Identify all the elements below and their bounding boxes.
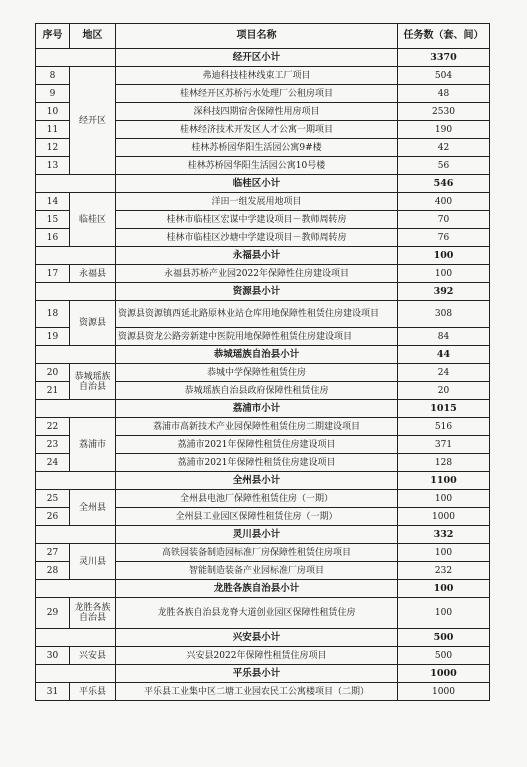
project-name-cell: 桂林市临桂区宏谋中学建设项目－教师周转房 bbox=[116, 211, 398, 229]
region-cell: 临桂区 bbox=[70, 193, 116, 247]
table-row bbox=[36, 418, 490, 436]
table-row bbox=[36, 598, 490, 629]
subtotal-label: 经开区小计 bbox=[116, 49, 398, 67]
header-region: 地区 bbox=[70, 24, 116, 49]
task-count-cell: 76 bbox=[398, 229, 490, 247]
subtotal-value: 100 bbox=[398, 247, 490, 265]
project-name-cell: 资源县资源镇西延北路原林业站仓库用地保障性租赁住房建设项目 bbox=[116, 301, 398, 328]
subtotal-label: 龙胜各族自治县小计 bbox=[116, 580, 398, 598]
project-name-cell: 洋田一组发展用地项目 bbox=[116, 193, 398, 211]
subtotal-row bbox=[36, 247, 490, 265]
subtotal-value: 1100 bbox=[398, 472, 490, 490]
project-name-cell: 荔浦市2021年保障性租赁住房建设项目 bbox=[116, 454, 398, 472]
seq-cell: 22 bbox=[36, 418, 70, 436]
table-header-row bbox=[36, 24, 490, 49]
project-name-cell: 弗迪科技桂林线束工厂项目 bbox=[116, 67, 398, 85]
subtotal-label: 兴安县小计 bbox=[116, 629, 398, 647]
subtotal-blank-cell bbox=[36, 49, 116, 67]
subtotal-label: 灵川县小计 bbox=[116, 526, 398, 544]
seq-cell: 10 bbox=[36, 103, 70, 121]
subtotal-row bbox=[36, 283, 490, 301]
task-count-cell: 100 bbox=[398, 265, 490, 283]
subtotal-row bbox=[36, 629, 490, 647]
subtotal-value: 500 bbox=[398, 629, 490, 647]
project-name-cell: 荔浦市2021年保障性租赁住房建设项目 bbox=[116, 436, 398, 454]
task-count-cell: 2530 bbox=[398, 103, 490, 121]
subtotal-value: 546 bbox=[398, 175, 490, 193]
seq-cell: 14 bbox=[36, 193, 70, 211]
task-count-cell: 308 bbox=[398, 301, 490, 328]
subtotal-row bbox=[36, 400, 490, 418]
task-count-cell: 500 bbox=[398, 647, 490, 665]
subtotal-blank-cell bbox=[36, 175, 116, 193]
task-count-cell: 84 bbox=[398, 328, 490, 346]
subtotal-value: 44 bbox=[398, 346, 490, 364]
subtotal-value: 332 bbox=[398, 526, 490, 544]
subtotal-blank-cell bbox=[36, 472, 116, 490]
subtotal-row bbox=[36, 175, 490, 193]
task-count-cell: 100 bbox=[398, 598, 490, 629]
project-name-cell: 高铁园装备制造园标准厂房保障性租赁住房项目 bbox=[116, 544, 398, 562]
task-count-cell: 56 bbox=[398, 157, 490, 175]
task-count-cell: 100 bbox=[398, 490, 490, 508]
seq-cell: 26 bbox=[36, 508, 70, 526]
subtotal-row bbox=[36, 49, 490, 67]
table-row bbox=[36, 265, 490, 283]
table-row bbox=[36, 301, 490, 328]
table-row bbox=[36, 544, 490, 562]
seq-cell: 13 bbox=[36, 157, 70, 175]
seq-cell: 24 bbox=[36, 454, 70, 472]
task-count-cell: 400 bbox=[398, 193, 490, 211]
task-count-cell: 1000 bbox=[398, 683, 490, 701]
subtotal-row bbox=[36, 526, 490, 544]
table-row bbox=[36, 364, 490, 382]
project-name-cell: 桂林经济技术开发区人才公寓一期项目 bbox=[116, 121, 398, 139]
task-count-cell: 24 bbox=[398, 364, 490, 382]
seq-cell: 12 bbox=[36, 139, 70, 157]
project-name-cell: 兴安县2022年保障性租赁住房项目 bbox=[116, 647, 398, 665]
table-row bbox=[36, 67, 490, 85]
task-count-cell: 100 bbox=[398, 544, 490, 562]
subtotal-row bbox=[36, 580, 490, 598]
project-name-cell: 平乐县工业集中区二塘工业园农民工公寓楼项目（二期） bbox=[116, 683, 398, 701]
table-row bbox=[36, 647, 490, 665]
region-cell: 灵川县 bbox=[70, 544, 116, 580]
project-name-cell: 桂林市临桂区沙塘中学建设项目－教师周转房 bbox=[116, 229, 398, 247]
task-count-cell: 190 bbox=[398, 121, 490, 139]
subtotal-value: 1015 bbox=[398, 400, 490, 418]
table-row bbox=[36, 683, 490, 701]
region-cell: 全州县 bbox=[70, 490, 116, 526]
project-name-cell: 全州县电池厂保障性租赁住房（一期） bbox=[116, 490, 398, 508]
project-name-cell: 龙胜各族自治县龙脊大道创业园区保障性租赁住房 bbox=[116, 598, 398, 629]
region-cell: 兴安县 bbox=[70, 647, 116, 665]
table-row bbox=[36, 193, 490, 211]
project-name-cell: 全州县工业园区保障性租赁住房（一期） bbox=[116, 508, 398, 526]
task-count-cell: 128 bbox=[398, 454, 490, 472]
task-count-cell: 516 bbox=[398, 418, 490, 436]
header-seq: 序号 bbox=[36, 24, 70, 49]
project-name-cell: 桂林经开区苏桥污水处理厂公租房项目 bbox=[116, 85, 398, 103]
task-count-cell: 504 bbox=[398, 67, 490, 85]
subtotal-label: 平乐县小计 bbox=[116, 665, 398, 683]
subtotal-label: 永福县小计 bbox=[116, 247, 398, 265]
seq-cell: 9 bbox=[36, 85, 70, 103]
subtotal-value: 392 bbox=[398, 283, 490, 301]
project-name-cell: 恭城瑶族自治县政府保障性租赁住房 bbox=[116, 382, 398, 400]
seq-cell: 16 bbox=[36, 229, 70, 247]
region-cell: 荔浦市 bbox=[70, 418, 116, 472]
subtotal-label: 临桂区小计 bbox=[116, 175, 398, 193]
seq-cell: 28 bbox=[36, 562, 70, 580]
seq-cell: 21 bbox=[36, 382, 70, 400]
subtotal-blank-cell bbox=[36, 247, 116, 265]
seq-cell: 23 bbox=[36, 436, 70, 454]
table-body bbox=[36, 49, 490, 701]
subtotal-blank-cell bbox=[36, 629, 116, 647]
task-count-cell: 42 bbox=[398, 139, 490, 157]
subtotal-blank-cell bbox=[36, 400, 116, 418]
subtotal-row bbox=[36, 665, 490, 683]
subtotal-blank-cell bbox=[36, 665, 116, 683]
region-cell: 资源县 bbox=[70, 301, 116, 346]
subtotal-blank-cell bbox=[36, 283, 116, 301]
project-name-cell: 永福县苏桥产业园2022年保障性住房建设项目 bbox=[116, 265, 398, 283]
task-count-cell: 20 bbox=[398, 382, 490, 400]
project-name-cell: 桂林苏桥园华阳生活园公寓9#楼 bbox=[116, 139, 398, 157]
project-name-cell: 智能制造装备产业园标准厂房项目 bbox=[116, 562, 398, 580]
seq-cell: 29 bbox=[36, 598, 70, 629]
seq-cell: 31 bbox=[36, 683, 70, 701]
subtotal-blank-cell bbox=[36, 580, 116, 598]
seq-cell: 19 bbox=[36, 328, 70, 346]
subtotal-label: 全州县小计 bbox=[116, 472, 398, 490]
project-name-cell: 深科技四期宿舍保障性用房项目 bbox=[116, 103, 398, 121]
project-name-cell: 资源县资龙公路旁新建中医院用地保障性租赁住房建设项目 bbox=[116, 328, 398, 346]
project-name-cell: 荔浦市高新技术产业园保障性租赁住房二期建设项目 bbox=[116, 418, 398, 436]
region-cell: 经开区 bbox=[70, 67, 116, 175]
subtotal-value: 1000 bbox=[398, 665, 490, 683]
seq-cell: 11 bbox=[36, 121, 70, 139]
task-count-cell: 1000 bbox=[398, 508, 490, 526]
subtotal-row bbox=[36, 472, 490, 490]
subtotal-label: 资源县小计 bbox=[116, 283, 398, 301]
task-count-cell: 70 bbox=[398, 211, 490, 229]
seq-cell: 27 bbox=[36, 544, 70, 562]
seq-cell: 18 bbox=[36, 301, 70, 328]
header-project: 项目名称 bbox=[116, 24, 398, 49]
subtotal-label: 荔浦市小计 bbox=[116, 400, 398, 418]
subtotal-row bbox=[36, 346, 490, 364]
task-count-cell: 371 bbox=[398, 436, 490, 454]
subtotal-blank-cell bbox=[36, 526, 116, 544]
region-cell: 永福县 bbox=[70, 265, 116, 283]
subtotal-value: 3370 bbox=[398, 49, 490, 67]
seq-cell: 8 bbox=[36, 67, 70, 85]
region-cell: 恭城瑶族自治县 bbox=[70, 364, 116, 400]
header-count: 任务数（套、间） bbox=[398, 24, 490, 49]
project-name-cell: 恭城中学保障性租赁住房 bbox=[116, 364, 398, 382]
seq-cell: 20 bbox=[36, 364, 70, 382]
project-name-cell: 桂林苏桥园华阳生活园公寓10号楼 bbox=[116, 157, 398, 175]
subtotal-blank-cell bbox=[36, 346, 116, 364]
seq-cell: 25 bbox=[36, 490, 70, 508]
table-row bbox=[36, 490, 490, 508]
housing-task-table bbox=[35, 23, 490, 701]
seq-cell: 30 bbox=[36, 647, 70, 665]
region-cell: 平乐县 bbox=[70, 683, 116, 701]
seq-cell: 17 bbox=[36, 265, 70, 283]
task-count-cell: 232 bbox=[398, 562, 490, 580]
seq-cell: 15 bbox=[36, 211, 70, 229]
subtotal-label: 恭城瑶族自治县小计 bbox=[116, 346, 398, 364]
task-count-cell: 48 bbox=[398, 85, 490, 103]
region-cell: 龙胜各族自治县 bbox=[70, 598, 116, 629]
subtotal-value: 100 bbox=[398, 580, 490, 598]
